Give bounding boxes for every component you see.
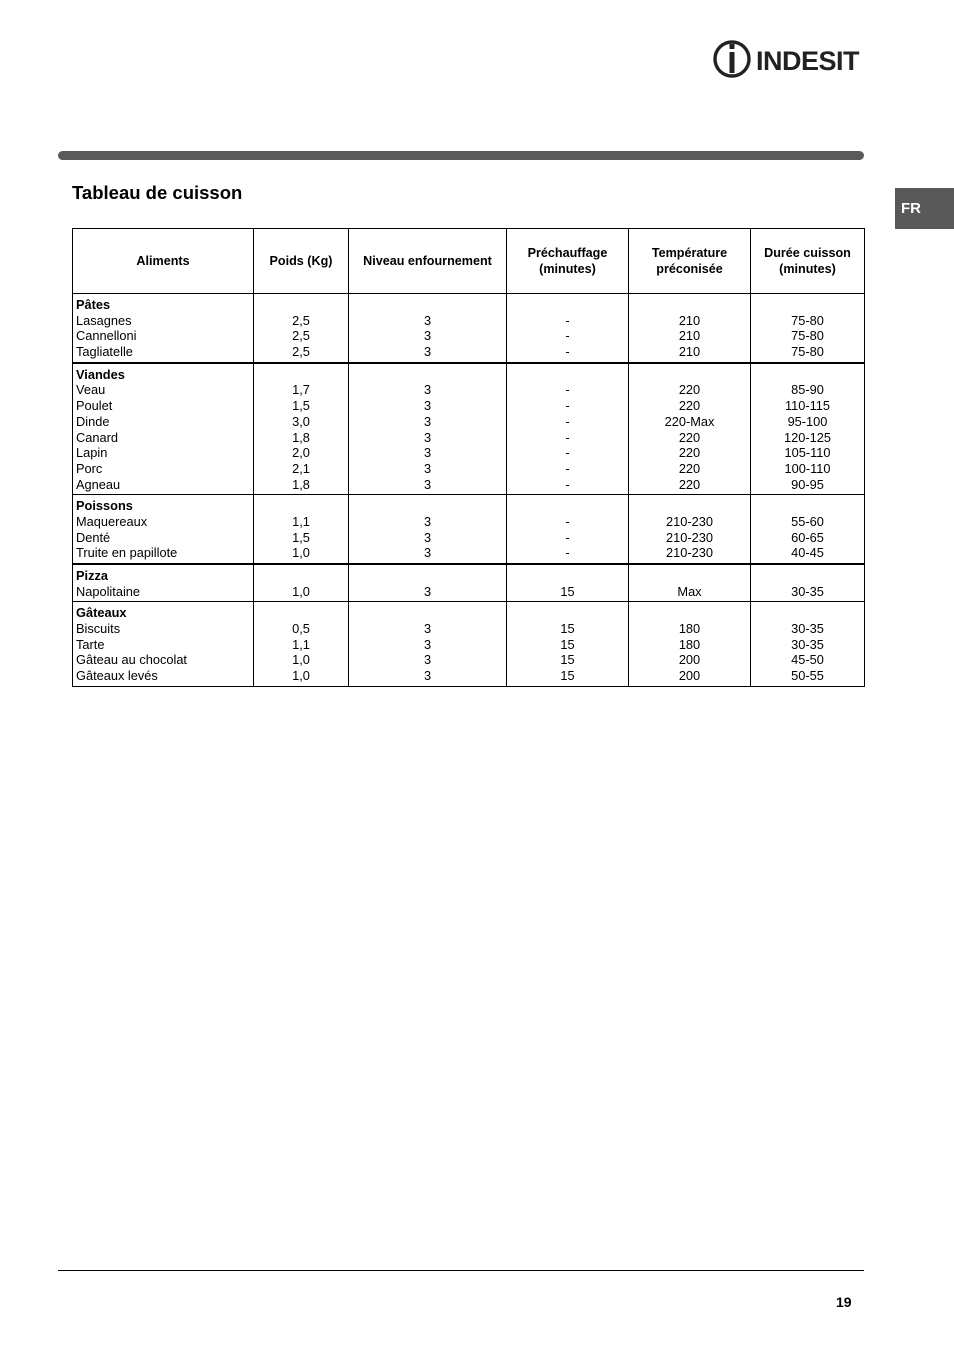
value-prechauffage: - — [565, 344, 570, 360]
value-prechauffage: - — [565, 312, 570, 328]
value-poids: 1,8 — [292, 476, 310, 492]
value-niveau: 3 — [423, 636, 432, 652]
value-prechauffage: - — [565, 545, 570, 561]
value-prechauffage: 15 — [560, 583, 575, 599]
cell-duree — [751, 602, 865, 686]
header-line: Durée cuisson — [764, 246, 851, 260]
category-spacer — [751, 498, 864, 514]
cell-niveau — [349, 602, 507, 686]
value-aliment: Gâteaux levés — [76, 668, 158, 684]
value-poids: 1,1 — [292, 513, 310, 529]
value-temperature: 180 — [678, 636, 701, 652]
value-aliment: Gâteau au chocolat — [76, 652, 187, 668]
value-niveau: 3 — [423, 621, 432, 637]
value-temperature: Max — [677, 583, 702, 599]
value-niveau: 3 — [423, 529, 432, 545]
value-duree: 100-110 — [784, 460, 831, 476]
value-temperature: 220 — [678, 398, 701, 414]
value-niveau: 3 — [423, 460, 432, 476]
value-niveau: 3 — [423, 398, 432, 414]
category-spacer — [349, 297, 506, 313]
category-spacer — [751, 568, 864, 584]
value-poids: 1,8 — [292, 429, 310, 445]
value-aliment: Tagliatelle — [76, 344, 133, 360]
value-poids: 2,0 — [292, 445, 310, 461]
table-group-row — [73, 294, 865, 363]
value-poids: 2,5 — [292, 312, 310, 328]
cell-duree — [751, 363, 865, 495]
value-prechauffage: 15 — [560, 652, 575, 668]
category-spacer — [254, 498, 348, 514]
value-aliment: Poulet — [76, 398, 113, 414]
value-prechauffage: - — [565, 382, 570, 398]
category-label: Poissons — [76, 498, 133, 514]
value-duree: 30-35 — [791, 636, 824, 652]
header-duree — [751, 229, 865, 294]
value-aliment: Cannelloni — [76, 328, 137, 344]
header-divider-bar — [58, 151, 864, 160]
value-duree: 120-125 — [784, 429, 831, 445]
value-poids: 3,0 — [292, 413, 310, 429]
category-spacer — [507, 605, 628, 621]
cell-prechauffage — [507, 495, 629, 564]
value-prechauffage: - — [565, 429, 570, 445]
footer-rule — [58, 1270, 864, 1271]
value-aliment: Canard — [76, 429, 118, 445]
value-temperature: 210 — [678, 328, 701, 344]
value-duree: 60-65 — [791, 529, 824, 545]
value-prechauffage: - — [565, 328, 570, 344]
page-number: 19 — [836, 1294, 852, 1310]
value-duree: 40-45 — [791, 545, 824, 561]
cell-aliment — [73, 294, 254, 363]
language-tab: FR — [895, 188, 954, 229]
indesit-logo — [711, 38, 867, 82]
category-spacer — [254, 568, 348, 584]
table-header-row — [73, 229, 865, 294]
cell-prechauffage — [507, 564, 629, 602]
value-aliment: Veau — [76, 382, 106, 398]
header-poids — [254, 229, 349, 294]
category-spacer — [254, 297, 348, 313]
value-duree: 105-110 — [784, 445, 831, 461]
value-duree: 50-55 — [791, 668, 824, 684]
value-poids: 0,5 — [292, 621, 310, 637]
value-niveau: 3 — [423, 382, 432, 398]
cell-prechauffage — [507, 602, 629, 686]
value-temperature: 220-Max — [664, 413, 715, 429]
value-aliment: Maquereaux — [76, 513, 148, 529]
cooking-table — [72, 228, 865, 687]
header-niveau — [349, 229, 507, 294]
category-spacer — [629, 297, 750, 313]
value-temperature: 210-230 — [666, 513, 713, 529]
cell-temperature — [629, 602, 751, 686]
category-spacer — [629, 498, 750, 514]
cell-prechauffage — [507, 294, 629, 363]
value-prechauffage: 15 — [560, 621, 575, 637]
header-line: Niveau enfournement — [363, 254, 492, 268]
value-duree: 75-80 — [791, 312, 824, 328]
table-group-row — [73, 564, 865, 602]
value-prechauffage: - — [565, 413, 570, 429]
value-temperature: 220 — [678, 445, 701, 461]
value-duree: 75-80 — [791, 344, 824, 360]
value-poids: 1,0 — [292, 583, 310, 599]
header-line: Température — [651, 246, 728, 260]
header-line: Préchauffage — [527, 246, 608, 260]
category-label: Pizza — [76, 568, 109, 583]
value-temperature: 200 — [678, 652, 701, 668]
value-niveau: 3 — [423, 513, 432, 529]
value-duree: 30-35 — [791, 621, 824, 637]
category-spacer — [629, 568, 750, 584]
category-spacer — [349, 605, 506, 621]
value-duree: 85-90 — [791, 382, 824, 398]
category-spacer — [254, 367, 348, 383]
cell-aliment — [73, 564, 254, 602]
table-group-row — [73, 602, 865, 686]
cell-niveau — [349, 495, 507, 564]
cell-temperature — [629, 294, 751, 363]
header-line: préconisée — [656, 262, 723, 276]
cell-duree — [751, 495, 865, 564]
value-prechauffage: 15 — [560, 668, 575, 684]
cell-duree — [751, 564, 865, 602]
category-spacer — [507, 498, 628, 514]
table-group-row — [73, 495, 865, 564]
value-niveau: 3 — [423, 344, 432, 360]
value-duree: 75-80 — [791, 328, 824, 344]
value-duree: 55-60 — [791, 513, 824, 529]
value-niveau: 3 — [423, 476, 432, 492]
category-spacer — [349, 498, 506, 514]
header-prechauffage — [507, 229, 629, 294]
category-spacer — [349, 568, 506, 584]
value-prechauffage: - — [565, 476, 570, 492]
value-niveau: 3 — [423, 328, 432, 344]
category-spacer — [751, 367, 864, 383]
value-poids: 1,0 — [292, 668, 310, 684]
category-label: Viandes — [76, 366, 125, 382]
cell-niveau — [349, 564, 507, 602]
value-prechauffage: 15 — [560, 636, 575, 652]
value-niveau: 3 — [423, 583, 432, 599]
value-aliment: Porc — [76, 460, 103, 476]
cell-poids — [254, 564, 349, 602]
category-spacer — [507, 367, 628, 383]
cell-duree — [751, 294, 865, 363]
value-niveau: 3 — [423, 429, 432, 445]
value-poids: 1,5 — [292, 529, 310, 545]
value-aliment: Dinde — [76, 413, 110, 429]
value-aliment: Lapin — [76, 445, 108, 461]
value-poids: 1,5 — [292, 398, 310, 414]
value-prechauffage: - — [565, 445, 570, 461]
value-poids: 2,5 — [292, 328, 310, 344]
cell-prechauffage — [507, 363, 629, 495]
value-aliment: Denté — [76, 529, 111, 545]
value-poids: 1,1 — [292, 636, 310, 652]
header-aliments — [73, 229, 254, 294]
value-aliment: Napolitaine — [76, 583, 141, 599]
value-prechauffage: - — [565, 460, 570, 476]
brand-name: INDESIT — [756, 46, 860, 76]
value-poids: 1,0 — [292, 545, 310, 561]
value-poids: 1,0 — [292, 652, 310, 668]
value-temperature: 210 — [678, 344, 701, 360]
value-aliment: Truite en papillote — [76, 545, 178, 561]
cell-poids — [254, 602, 349, 686]
value-temperature: 220 — [678, 429, 701, 445]
value-niveau: 3 — [423, 413, 432, 429]
value-aliment: Biscuits — [76, 621, 121, 637]
value-duree: 45-50 — [791, 652, 824, 668]
cell-poids — [254, 495, 349, 564]
value-temperature: 200 — [678, 668, 701, 684]
value-temperature: 210-230 — [666, 529, 713, 545]
value-niveau: 3 — [423, 445, 432, 461]
cell-niveau — [349, 294, 507, 363]
cell-temperature — [629, 363, 751, 495]
category-label: Pâtes — [76, 297, 111, 312]
category-spacer — [507, 568, 628, 584]
value-duree: 30-35 — [791, 583, 824, 599]
header-temperature — [629, 229, 751, 294]
value-aliment: Lasagnes — [76, 312, 132, 328]
value-temperature: 180 — [678, 621, 701, 637]
cell-poids — [254, 363, 349, 495]
category-spacer — [507, 297, 628, 313]
cell-aliment — [73, 602, 254, 686]
page-title: Tableau de cuisson — [72, 182, 243, 203]
value-aliment: Agneau — [76, 476, 121, 492]
cell-poids — [254, 294, 349, 363]
value-temperature: 210 — [678, 312, 701, 328]
value-temperature: 210-230 — [666, 545, 713, 561]
value-prechauffage: - — [565, 398, 570, 414]
value-niveau: 3 — [423, 652, 432, 668]
value-prechauffage: - — [565, 529, 570, 545]
category-spacer — [254, 605, 348, 621]
cell-temperature — [629, 495, 751, 564]
header-line: Poids (Kg) — [269, 254, 333, 268]
category-spacer — [629, 605, 750, 621]
table-group-row — [73, 363, 865, 495]
value-temperature: 220 — [678, 476, 701, 492]
value-poids: 2,5 — [292, 344, 310, 360]
value-temperature: 220 — [678, 382, 701, 398]
value-niveau: 3 — [423, 545, 432, 561]
category-spacer — [751, 605, 864, 621]
table-body — [73, 294, 865, 687]
value-poids: 2,1 — [292, 460, 310, 476]
value-prechauffage: - — [565, 513, 570, 529]
header-line: (minutes) — [539, 262, 596, 276]
value-duree: 95-100 — [787, 413, 828, 429]
category-label: Gâteaux — [76, 605, 127, 621]
cell-temperature — [629, 564, 751, 602]
cell-aliment — [73, 363, 254, 495]
value-duree: 110-115 — [784, 398, 831, 414]
value-duree: 90-95 — [791, 476, 824, 492]
value-niveau: 3 — [423, 312, 432, 328]
header-line: Aliments — [136, 254, 190, 268]
value-temperature: 220 — [678, 460, 701, 476]
value-niveau: 3 — [423, 668, 432, 684]
cell-aliment — [73, 495, 254, 564]
cell-niveau — [349, 363, 507, 495]
header-line: (minutes) — [779, 262, 836, 276]
value-poids: 1,7 — [292, 382, 310, 398]
value-aliment: Tarte — [76, 636, 105, 652]
category-spacer — [751, 297, 864, 313]
category-spacer — [629, 367, 750, 383]
category-spacer — [349, 367, 506, 383]
